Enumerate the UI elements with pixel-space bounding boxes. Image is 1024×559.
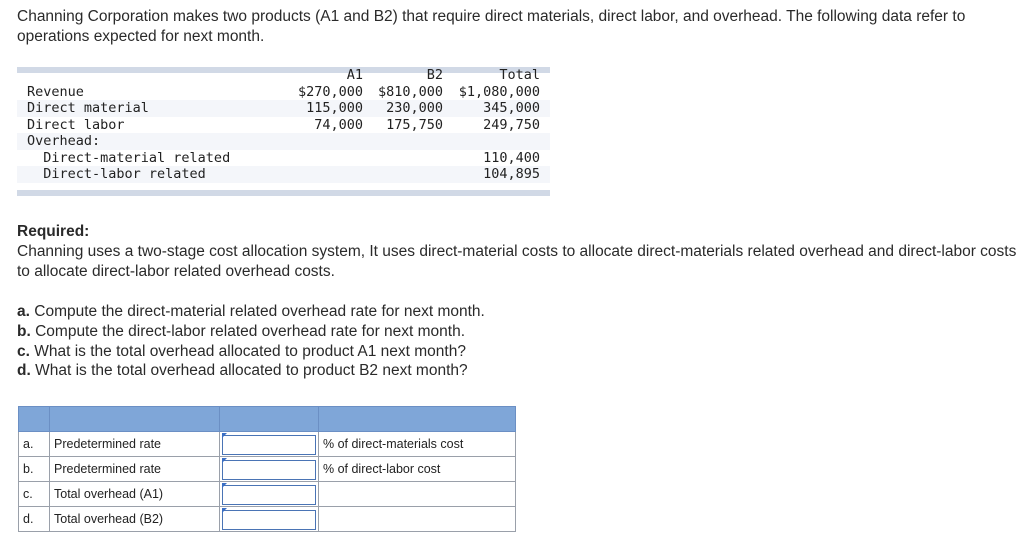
table-row	[17, 117, 550, 134]
table-bottom-band	[17, 190, 550, 196]
row-label: Direct labor	[27, 116, 125, 133]
table-row	[17, 133, 550, 150]
intro-text: Channing Corporation makes two products (A1 and B2) that require direct materials, direct labor, and overhead. The following data refer to operations expected for next month.	[17, 8, 966, 45]
row-unit: % of direct-materials cost	[319, 432, 516, 457]
table-row	[19, 432, 516, 457]
flag-icon	[222, 433, 227, 438]
table-row	[17, 150, 550, 167]
required-heading: Required:	[17, 223, 90, 240]
cell-b2: $810,000	[377, 83, 443, 100]
row-label: Direct-material related	[27, 149, 231, 166]
row-letter: c.	[19, 482, 50, 507]
cell-total: 345,000	[483, 100, 540, 116]
row-label: Overhead:	[27, 133, 101, 149]
cell-total: 110,400	[483, 149, 540, 166]
table-row	[17, 100, 550, 117]
question-d: d. What is the total overhead allocated to product B2 next month?	[17, 362, 468, 379]
row-letter: a.	[19, 432, 50, 457]
cell-a1: 74,000	[314, 116, 363, 133]
header-a1: A1	[346, 67, 363, 83]
question-b: b. Compute the direct-labor related overhead rate for next month.	[17, 323, 466, 340]
row-unit: % of direct-labor cost	[319, 457, 516, 482]
flag-icon	[222, 483, 227, 488]
table-row	[19, 457, 516, 482]
table-row	[19, 507, 516, 532]
cell-total: $1,080,000	[458, 83, 540, 100]
answer-b-input[interactable]	[222, 460, 316, 480]
table-row	[19, 482, 516, 507]
table-row	[17, 166, 550, 183]
cell-a1: 115,000	[306, 100, 363, 116]
cell-total: 249,750	[483, 116, 540, 133]
flag-icon	[222, 458, 227, 463]
cell-total: 104,895	[483, 166, 540, 182]
row-label: Total overhead (A1)	[50, 482, 220, 507]
question-c: c. What is the total overhead allocated to product A1 next month?	[17, 343, 466, 360]
row-label: Direct-labor related	[27, 166, 206, 182]
required-text: Channing uses a two-stage cost allocation system, It uses direct-material costs to allocate direct-materials related overhead and direct-labor costs to allocate direct-labor related overhead costs.	[17, 243, 1017, 280]
table-header-row	[17, 67, 550, 84]
row-letter: d.	[19, 507, 50, 532]
answer-table-header	[19, 407, 516, 432]
answer-d-input[interactable]	[222, 510, 316, 530]
answer-a-input[interactable]	[222, 435, 316, 455]
answer-table	[18, 406, 516, 532]
row-letter: b.	[19, 457, 50, 482]
answer-c-input[interactable]	[222, 485, 316, 505]
row-label: Total overhead (B2)	[50, 507, 220, 532]
question-a: a. Compute the direct-material related overhead rate for next month.	[17, 303, 485, 320]
table-row	[17, 84, 550, 101]
row-label: Predetermined rate	[50, 457, 220, 482]
row-unit	[319, 507, 516, 532]
cost-data-table	[17, 67, 550, 197]
row-unit	[319, 482, 516, 507]
cell-a1: $270,000	[297, 83, 363, 100]
flag-icon	[222, 508, 227, 513]
header-total: Total	[499, 67, 540, 83]
row-label: Revenue	[27, 83, 84, 100]
row-label: Direct material	[27, 100, 149, 116]
cell-b2: 230,000	[386, 100, 443, 116]
cell-b2: 175,750	[386, 116, 443, 133]
row-label: Predetermined rate	[50, 432, 220, 457]
header-b2: B2	[426, 67, 443, 83]
